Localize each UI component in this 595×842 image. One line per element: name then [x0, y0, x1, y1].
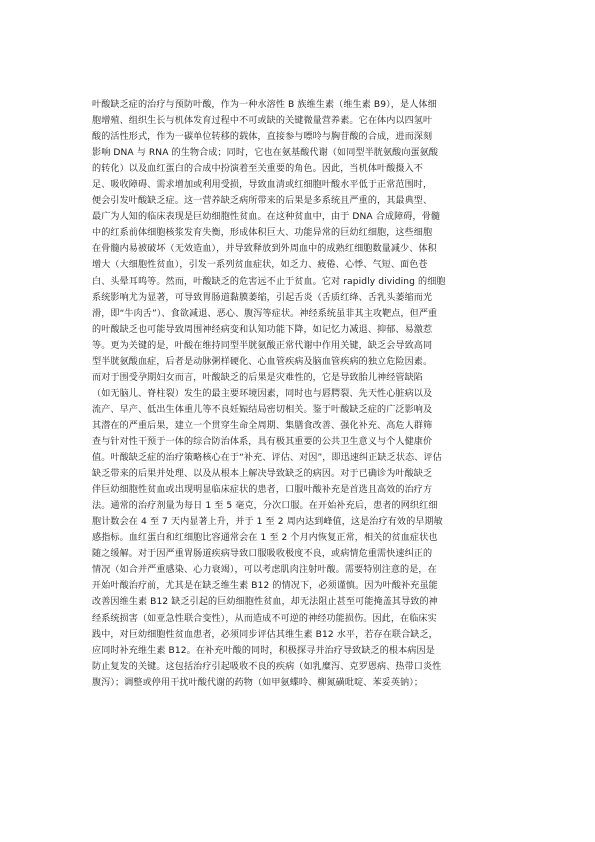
text-line: 型半胱氨酸血症，后者是动脉粥样硬化、心血管疾病及脑血管疾病的独立危险因素。	[92, 356, 433, 367]
text-line: 胞计数会在 4 至 7 天内显著上升，并于 1 至 2 周内达到峰值，这是治疗有效的早期敏	[92, 517, 443, 528]
body-paragraph	[92, 97, 510, 691]
text-line: 践中，对巨幼细胞性贫血患者，必须同步评估其维生素 B12 水平，若存在联合缺乏，	[92, 629, 438, 640]
text-line: 经系统损害（如亚急性联合变性），从而造成不可逆的神经功能损伤。因此，在临床实	[92, 613, 437, 624]
text-line: 最广为人知的临床表现是巨幼细胞性贫血。在这种贫血中，由于 DNA 合成障碍，骨髓	[92, 212, 441, 223]
text-line: 防止复发的关键。这包括治疗引起吸收不良的疾病（如乳糜泻、克罗恩病、热带口炎性	[92, 661, 442, 672]
text-line: 的叶酸缺乏也可能导致周围神经病变和认知功能下降，如记忆力减退、抑郁、易激惹	[92, 324, 433, 335]
text-line: 腹泻）；调整或停用干扰叶酸代谢的药物（如甲氨蝶呤、柳氮磺吡啶、苯妥英钠）；	[92, 677, 424, 688]
text-line: 值。叶酸缺乏症的治疗策略核心在于“补充、评估、对因”，即迅速纠正缺乏状态、评估	[92, 453, 442, 464]
text-line: 酸的活性形式，作为一碳单位转移的载体，直接参与嘌呤与胸苷酸的合成，进而深刻	[92, 132, 433, 143]
text-line: 足、吸收障碍、需求增加或利用受损，导致血清或红细胞叶酸水平低于正常范围时，	[92, 180, 433, 191]
text-line: 流产、早产、低出生体重儿等不良妊娠结局密切相关。鉴于叶酸缺乏症的广泛影响及	[92, 404, 433, 415]
text-line: 伴巨幼细胞性贫血或出现明显临床症状的患者，口服叶酸补充是首选且高效的治疗方	[92, 485, 433, 496]
text-line: 感指标。血红蛋白和红细胞比容通常会在 1 至 2 个月内恢复正常，相关的贫血症状也	[92, 533, 438, 544]
text-line: 增大（大细胞性贫血），引发一系列贫血症状，如乏力、疲倦、心悸、气短、面色苍	[92, 260, 428, 271]
text-line: 便会引发叶酸缺乏症。这一营养缺乏病所带来的后果是多系统且严重的，其最典型、	[92, 196, 433, 207]
text-line: 查与针对性干预于一体的综合防治体系，具有极其重要的公共卫生意义与个人健康价	[92, 436, 433, 447]
text-line: 改善因维生素 B12 缺乏引起的巨幼细胞性贫血，却无法阻止甚至可能掩盖其导致的神	[92, 597, 438, 608]
text-line: 在骨髓内易被破坏（无效造血），并导致释放到外周血中的成熟红细胞数量减少、体积	[92, 244, 437, 255]
text-line: 的转化）以及血红蛋白的合成中扮演着至关重要的角色。因此，当机体叶酸摄入不	[92, 164, 423, 175]
text-line: 白、头晕耳鸣等。然而，叶酸缺乏的危害远不止于贫血。它对 rapidly dividing 的细胞	[92, 276, 446, 287]
text-line: 应同时补充维生素 B12。在补充叶酸的同时，积极探寻并治疗导致缺乏的根本病因是	[92, 645, 435, 656]
text-line: 中的红系前体细胞核浆发育失衡，形成体积巨大、功能异常的巨幼红细胞，这些细胞	[92, 228, 433, 239]
text-line: 滑，即“牛肉舌”）、食欲减退、恶心、腹泻等症状。神经系统虽非其主攻靶点，但严重	[92, 308, 438, 319]
text-line: 胞增殖、组织生长与机体发育过程中不可或缺的关键微量营养素。它在体内以四氢叶	[92, 116, 433, 127]
text-line: 情况（如合并严重感染、心力衰竭），可以考虑肌肉注射叶酸。需要特别注意的是，在	[92, 565, 437, 576]
text-line: 而对于围受孕期妇女而言，叶酸缺乏的后果是灾难性的，它是导致胎儿神经管缺陷	[92, 372, 423, 383]
text-line: 其潜在的严重后果，建立一个贯穿生命全周期、集膳食改善、强化补充、高危人群筛	[92, 420, 433, 431]
text-line: （如无脑儿、脊柱裂）发生的最主要环境因素，同时也与唇腭裂、先天性心脏病以及	[92, 388, 433, 399]
text-line: 开始叶酸治疗前，尤其是在缺乏维生素 B12 的情况下，必须谨慎。因为叶酸补充虽能	[92, 581, 438, 592]
text-line: 叶酸缺乏症的治疗与预防叶酸，作为一种水溶性 B 族维生素（维生素 B9），是人体细	[92, 100, 437, 110]
text-line: 缺乏带来的后果并处理、以及从根本上解决导致缺乏的病因。对于已确诊为叶酸缺乏	[92, 469, 433, 480]
text-line: 影响 DNA 与 RNA 的生物合成；同时，它也在氨基酸代谢（如同型半胱氨酸向蛋氨酸	[92, 148, 439, 159]
text-line: 随之缓解。对于因严重胃肠道疾病导致口服吸收极度不良，或病情危重需快速纠正的	[92, 549, 433, 560]
text-line: 系统影响尤为显著，可导致胃肠道黏膜萎缩，引起舌炎（舌质红绛、舌乳头萎缩而光	[92, 292, 433, 303]
text-line: 等。更为关键的是，叶酸在维持同型半胱氨酸正常代谢中作用关键，缺乏会导致高同	[92, 340, 433, 351]
text-line: 法。通常的治疗剂量为每日 1 至 5 毫克，分次口服。在开始补充后，患者的网织红细	[92, 501, 438, 512]
